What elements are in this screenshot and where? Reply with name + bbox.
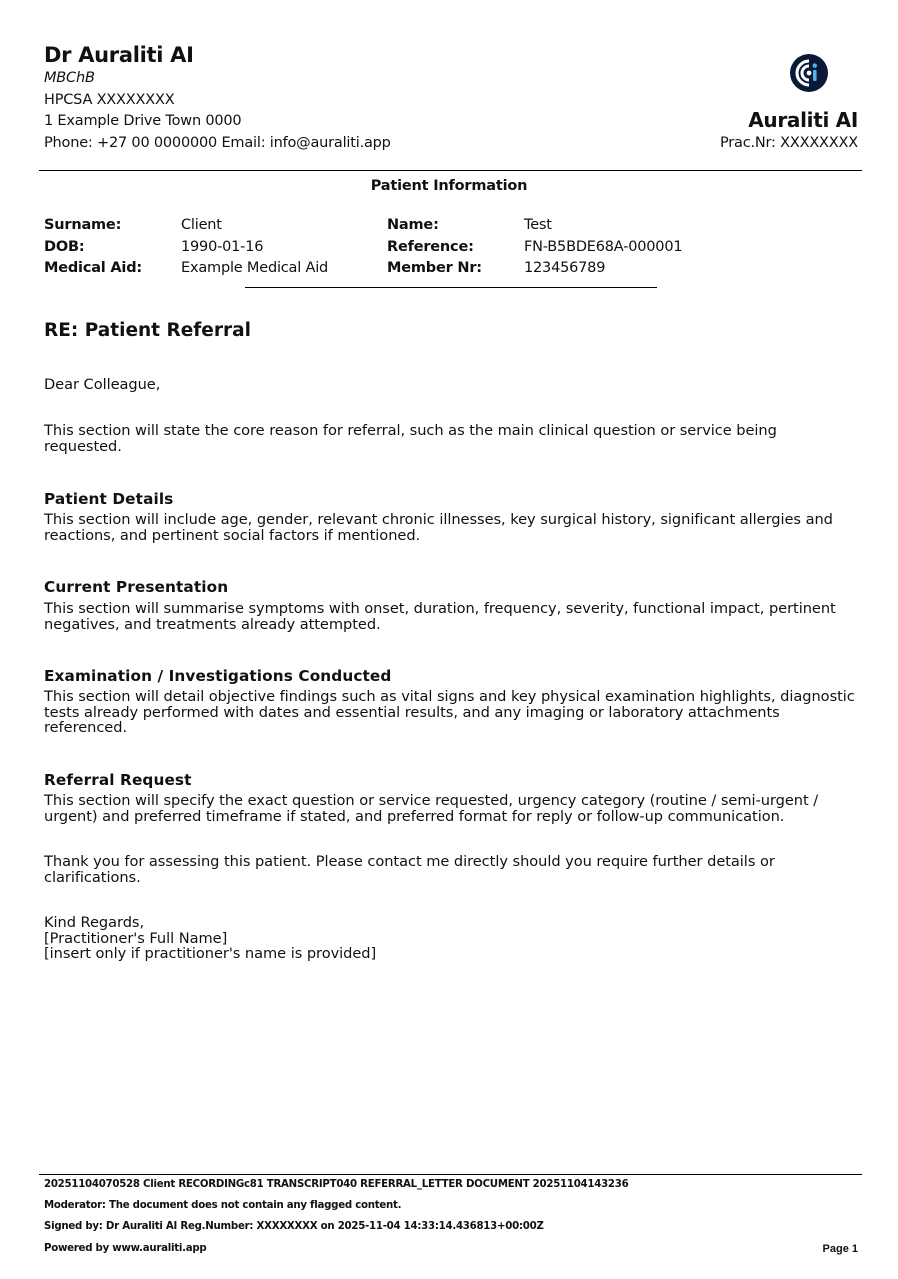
section-heading-patient-details: Patient Details bbox=[44, 490, 174, 508]
section-heading-current-presentation: Current Presentation bbox=[44, 578, 229, 596]
name-value: Test bbox=[524, 217, 552, 233]
reference-value: FN-B5BDE68A-000001 bbox=[524, 239, 683, 255]
practice-number: Prac.Nr: XXXXXXXX bbox=[719, 135, 858, 151]
footer-signature: Signed by: Dr Auraliti AI Reg.Number: XXXXXXXX on 2025-11-04 14:33:14.436813+00:00Z bbox=[44, 1221, 544, 1232]
dob-label: DOB: bbox=[44, 239, 85, 255]
signoff-name-placeholder: [Practitioner's Full Name] bbox=[44, 929, 228, 947]
footer-moderator-note: Moderator: The document does not contain any flagged content. bbox=[44, 1200, 402, 1211]
header-divider bbox=[39, 170, 862, 171]
doctor-qualification: MBChB bbox=[44, 70, 95, 86]
surname-value: Client bbox=[181, 217, 222, 233]
reference-label: Reference: bbox=[387, 239, 474, 255]
closing-paragraph: Thank you for assessing this patient. Please contact me directly should you require further details or clarifications. bbox=[44, 853, 775, 886]
section-body-referral-request: This section will specify the exact question or service requested, urgency category (routine / semi-urgent / urgent) and preferred timeframe if stated, and preferred format for reply or follow-up communication. bbox=[44, 792, 819, 825]
member-nr-label: Member Nr: bbox=[387, 260, 482, 276]
salutation: Dear Colleague, bbox=[44, 376, 161, 393]
practice-address: 1 Example Drive Town 0000 bbox=[44, 113, 242, 129]
surname-label: Surname: bbox=[44, 217, 122, 233]
signoff-note: [insert only if practitioner's name is provided] bbox=[44, 945, 377, 962]
medical-aid-value: Example Medical Aid bbox=[181, 260, 329, 276]
dob-value: 1990-01-16 bbox=[181, 239, 264, 255]
section-heading-examination: Examination / Investigations Conducted bbox=[44, 667, 392, 685]
hpcsa-number: HPCSA XXXXXXXX bbox=[44, 92, 175, 108]
brand-name: Auraliti AI bbox=[748, 108, 858, 132]
patient-info-divider bbox=[245, 287, 657, 288]
section-body-current-presentation: This section will summarise symptoms with onset, duration, frequency, severity, functional impact, pertinent negatives, and treatments already attempted. bbox=[44, 600, 836, 633]
footer-document-id: 20251104070528 Client RECORDINGc81 TRANSCRIPT040 REFERRAL_LETTER DOCUMENT 20251104143236 bbox=[44, 1179, 629, 1190]
section-heading-referral-request: Referral Request bbox=[44, 771, 192, 789]
page-number: Page 1 bbox=[822, 1243, 858, 1255]
footer-divider bbox=[39, 1174, 862, 1175]
name-label: Name: bbox=[387, 217, 439, 233]
letter-subject: RE: Patient Referral bbox=[44, 320, 251, 341]
footer-powered-by: Powered by www.auraliti.app bbox=[44, 1243, 207, 1254]
medical-aid-label: Medical Aid: bbox=[44, 260, 142, 276]
section-body-patient-details: This section will include age, gender, relevant chronic illnesses, key surgical history, significant allergies and reactions, and pertinent social factors if mentioned. bbox=[44, 511, 833, 544]
auraliti-logo-icon bbox=[789, 53, 829, 93]
practice-contact: Phone: +27 00 0000000 Email: info@auraliti.app bbox=[44, 135, 391, 151]
member-nr-value: 123456789 bbox=[524, 260, 606, 276]
section-body-examination: This section will detail objective findings such as vital signs and key physical examination highlights, diagnostic tests already performed with dates and essential results, and any imaging or laboratory attachments referenced. bbox=[44, 688, 855, 736]
signoff-block bbox=[44, 915, 844, 962]
signoff-greeting: Kind Regards, bbox=[44, 914, 145, 931]
doctor-name: Dr Auraliti AI bbox=[44, 43, 194, 67]
intro-paragraph: This section will state the core reason for referral, such as the main clinical question or service being requested. bbox=[44, 422, 777, 455]
patient-info-title: Patient Information bbox=[370, 178, 528, 194]
